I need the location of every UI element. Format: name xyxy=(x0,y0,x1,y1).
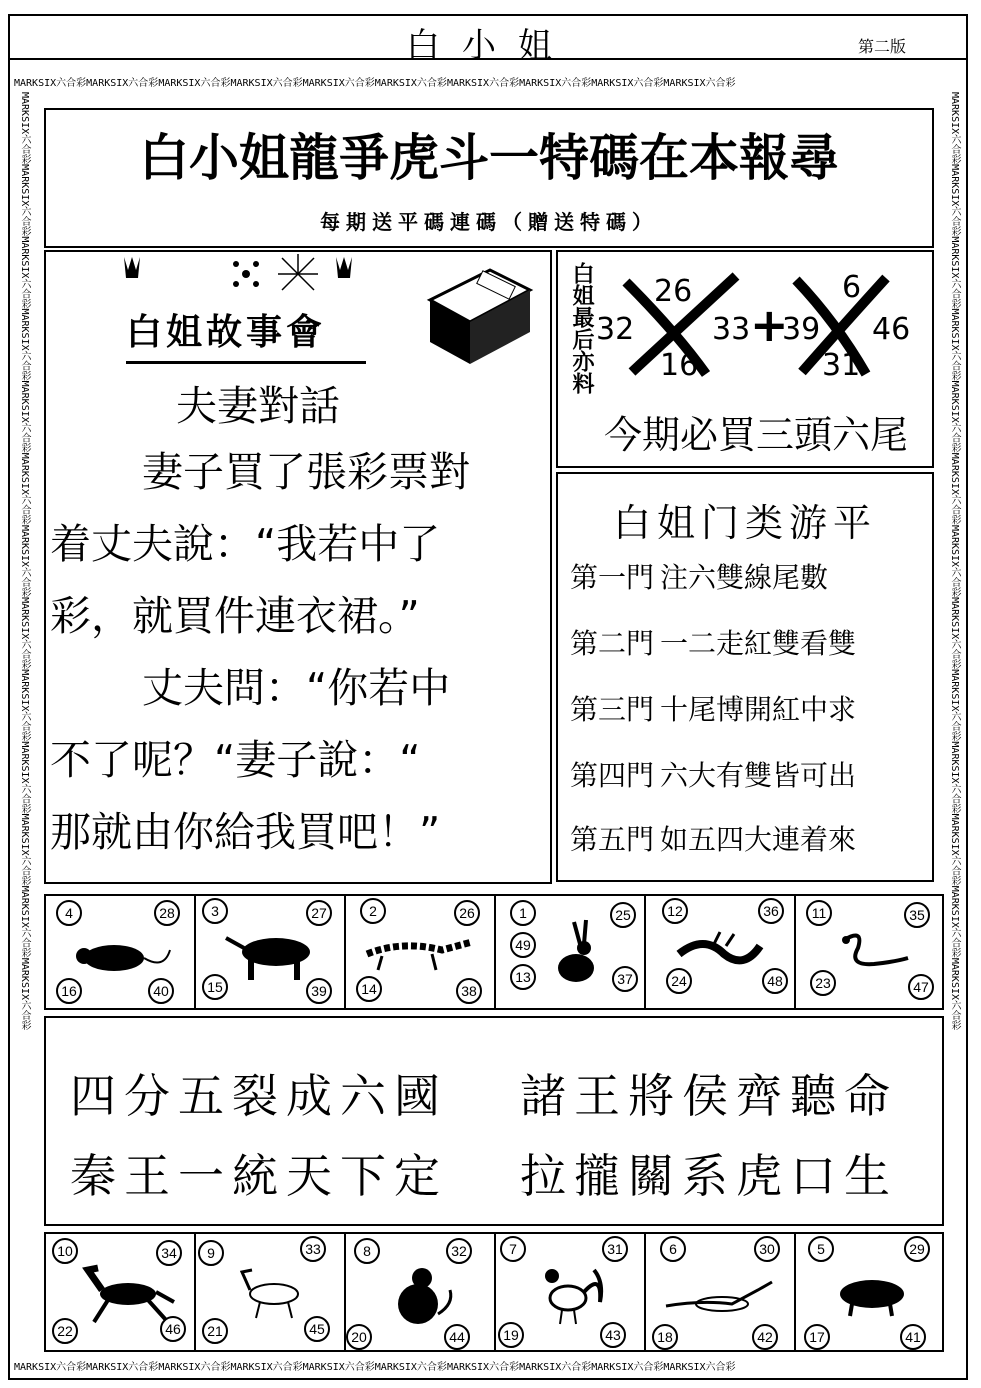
door-text: 六大有雙皆可出 xyxy=(660,759,857,792)
zodiac-cell-rabbit xyxy=(494,894,644,1010)
goat-icon xyxy=(234,1264,314,1320)
number-badge: 17 xyxy=(804,1324,830,1350)
number-badge: 43 xyxy=(600,1322,626,1348)
number-badge: 22 xyxy=(52,1318,78,1344)
number-badge: 3 xyxy=(202,898,228,924)
door-row xyxy=(570,754,856,794)
number-badge: 38 xyxy=(456,978,482,1004)
number-badge: 19 xyxy=(498,1322,524,1348)
number-badge: 40 xyxy=(148,978,174,1004)
rooster-icon xyxy=(538,1262,608,1328)
door-label: 第二門 xyxy=(570,627,655,660)
fortune-vertical-label: 白姐最后亦料 xyxy=(569,262,594,394)
poem-line: 諸王將侯齊聽命 xyxy=(520,1069,898,1123)
number-badge: 10 xyxy=(52,1238,78,1264)
number-badge: 11 xyxy=(806,900,832,926)
border-strip-top: MARKSIX六合彩MARKSIX六合彩MARKSIX六合彩MARKSIX六合彩MARKSIX六合彩MARKSIX六合彩MARKSIX六合彩MARKSIX六合彩MARKSIX六合彩MARKSIX六合彩 xyxy=(14,78,736,89)
border-strip-left: MARKSIX六合彩MARKSIX六合彩MARKSIX六合彩MARKSIX六合彩MARKSIX六合彩MARKSIX六合彩MARKSIX六合彩MARKSIX六合彩MARKSIX六合彩MARKSIX六合彩MARKSIX六合彩MARKSIX六合彩MARKSIX六合彩 xyxy=(19,92,30,1031)
door-row xyxy=(570,622,856,662)
tiger-icon xyxy=(362,934,482,974)
zodiac-cell-monkey xyxy=(344,1232,494,1352)
number-badge: 7 xyxy=(500,1236,526,1262)
number-badge: 29 xyxy=(904,1236,930,1262)
story-heading: 夫妻對話 xyxy=(176,382,340,430)
rabbit-icon xyxy=(544,914,604,994)
zodiac-cell-goat xyxy=(194,1232,344,1352)
number-badge: 6 xyxy=(660,1236,686,1262)
story-line: 彩，就買件連衣裙。” xyxy=(50,592,420,640)
story-line: 那就由你給我買吧！” xyxy=(50,808,441,856)
fortune-number: 32 xyxy=(596,312,635,347)
zodiac-cell-pig xyxy=(794,1232,944,1352)
number-badge: 37 xyxy=(612,966,638,992)
door-label: 第四門 xyxy=(570,759,655,792)
zodiac-cell-rooster xyxy=(494,1232,644,1352)
rat-icon xyxy=(64,930,174,980)
story-text xyxy=(50,436,548,868)
number-badge: 34 xyxy=(156,1240,182,1266)
number-badge: 41 xyxy=(900,1324,926,1350)
zodiac-cell-snake xyxy=(794,894,944,1010)
number-badge: 14 xyxy=(356,976,382,1002)
fortune-number: 31 xyxy=(822,348,861,383)
story-line: 不了呢？“妻子說：“ xyxy=(50,736,421,784)
number-badge: 5 xyxy=(808,1236,834,1262)
number-badge: 9 xyxy=(198,1240,224,1266)
fortune-numbers xyxy=(596,262,930,388)
fortune-number: 6 xyxy=(842,270,862,305)
pig-icon xyxy=(828,1272,918,1318)
page-header-title: 白小姐 xyxy=(406,26,574,66)
poem-line: 拉攏關系虎口生 xyxy=(520,1149,898,1203)
number-badge: 45 xyxy=(304,1316,330,1342)
number-badge: 13 xyxy=(510,964,536,990)
number-badge: 30 xyxy=(754,1236,780,1262)
number-badge: 33 xyxy=(300,1236,326,1262)
door-row xyxy=(570,818,856,858)
number-badge: 2 xyxy=(360,898,386,924)
horse-icon xyxy=(78,1262,178,1328)
door-label: 第五門 xyxy=(570,823,655,856)
number-badge: 20 xyxy=(346,1324,372,1350)
number-badge: 24 xyxy=(666,968,692,994)
number-badge: 21 xyxy=(202,1318,228,1344)
flower-decoration xyxy=(118,252,378,312)
fortune-number: 39 xyxy=(782,312,821,347)
door-text: 注六雙線尾數 xyxy=(660,561,829,594)
fortune-number: 16 xyxy=(660,348,699,383)
banner-headline: 白小姐龍爭虎斗一特碼在本報尋 xyxy=(139,129,839,187)
story-line: 着丈夫說：“我若中了 xyxy=(50,520,441,568)
edition-label: 第二版 xyxy=(858,37,907,56)
snake-icon xyxy=(834,928,914,974)
poem-line: 秦王一統天下定 xyxy=(70,1149,448,1203)
door-label: 第三門 xyxy=(570,693,655,726)
banner-subtitle: 每期送平碼連碼（贈送特碼） xyxy=(320,210,658,234)
number-badge: 39 xyxy=(306,978,332,1004)
number-badge: 36 xyxy=(758,898,784,924)
zodiac-cell-tiger xyxy=(344,894,494,1010)
zodiac-cell-dragon xyxy=(644,894,794,1010)
doors-title: 白姐门类游平 xyxy=(612,501,877,545)
number-badge: 4 xyxy=(56,900,82,926)
number-badge: 49 xyxy=(510,932,536,958)
number-badge: 27 xyxy=(306,900,332,926)
number-badge: 1 xyxy=(510,900,536,926)
zodiac-cell-dog xyxy=(644,1232,794,1352)
poem-line: 四分五裂成六國 xyxy=(70,1069,448,1123)
number-badge: 12 xyxy=(662,898,688,924)
number-badge: 28 xyxy=(154,900,180,926)
story-line: 妻子買了張彩票對 xyxy=(142,448,470,496)
must-buy-text: 今期必買三頭六尾 xyxy=(604,413,909,457)
number-badge: 44 xyxy=(444,1324,470,1350)
story-title: 白姐故事會 xyxy=(126,304,366,364)
border-strip-right: MARKSIX六合彩MARKSIX六合彩MARKSIX六合彩MARKSIX六合彩MARKSIX六合彩MARKSIX六合彩MARKSIX六合彩MARKSIX六合彩MARKSIX六合彩MARKSIX六合彩MARKSIX六合彩MARKSIX六合彩MARKSIX六合彩 xyxy=(949,92,960,1031)
number-badge: 8 xyxy=(354,1238,380,1264)
dragon-icon xyxy=(674,924,764,974)
door-text: 如五四大連着來 xyxy=(660,823,857,856)
number-badge: 18 xyxy=(652,1324,678,1350)
number-badge: 48 xyxy=(762,968,788,994)
number-badge: 25 xyxy=(610,902,636,928)
monkey-icon xyxy=(388,1260,458,1330)
ox-icon xyxy=(216,928,326,984)
number-badge: 46 xyxy=(160,1316,186,1342)
number-badge: 23 xyxy=(810,970,836,996)
door-label: 第一門 xyxy=(570,561,655,594)
border-strip-bottom: MARKSIX六合彩MARKSIX六合彩MARKSIX六合彩MARKSIX六合彩MARKSIX六合彩MARKSIX六合彩MARKSIX六合彩MARKSIX六合彩MARKSIX六合彩MARKSIX六合彩 xyxy=(14,1362,736,1373)
number-badge: 31 xyxy=(602,1236,628,1262)
fortune-number: 46 xyxy=(872,312,911,347)
door-text: 十尾博開紅中求 xyxy=(660,693,857,726)
book-icon xyxy=(420,260,540,370)
door-row xyxy=(570,688,856,728)
door-row xyxy=(570,556,828,596)
fortune-number: 33 xyxy=(712,312,751,347)
number-badge: 42 xyxy=(752,1324,778,1350)
dog-icon xyxy=(662,1270,782,1320)
story-line: 丈夫問：“你若中 xyxy=(142,664,451,712)
number-badge: 15 xyxy=(202,974,228,1000)
door-text: 一二走紅雙看雙 xyxy=(660,627,857,660)
number-badge: 32 xyxy=(446,1238,472,1264)
number-badge: 16 xyxy=(56,978,82,1004)
number-badge: 26 xyxy=(454,900,480,926)
fortune-number: 26 xyxy=(654,274,693,309)
number-badge: 35 xyxy=(904,902,930,928)
zodiac-cell-rat xyxy=(44,894,194,1010)
zodiac-cell-horse xyxy=(44,1232,194,1352)
plus-sign: + xyxy=(750,298,789,352)
number-badge: 47 xyxy=(908,974,934,1000)
zodiac-cell-ox xyxy=(194,894,344,1010)
